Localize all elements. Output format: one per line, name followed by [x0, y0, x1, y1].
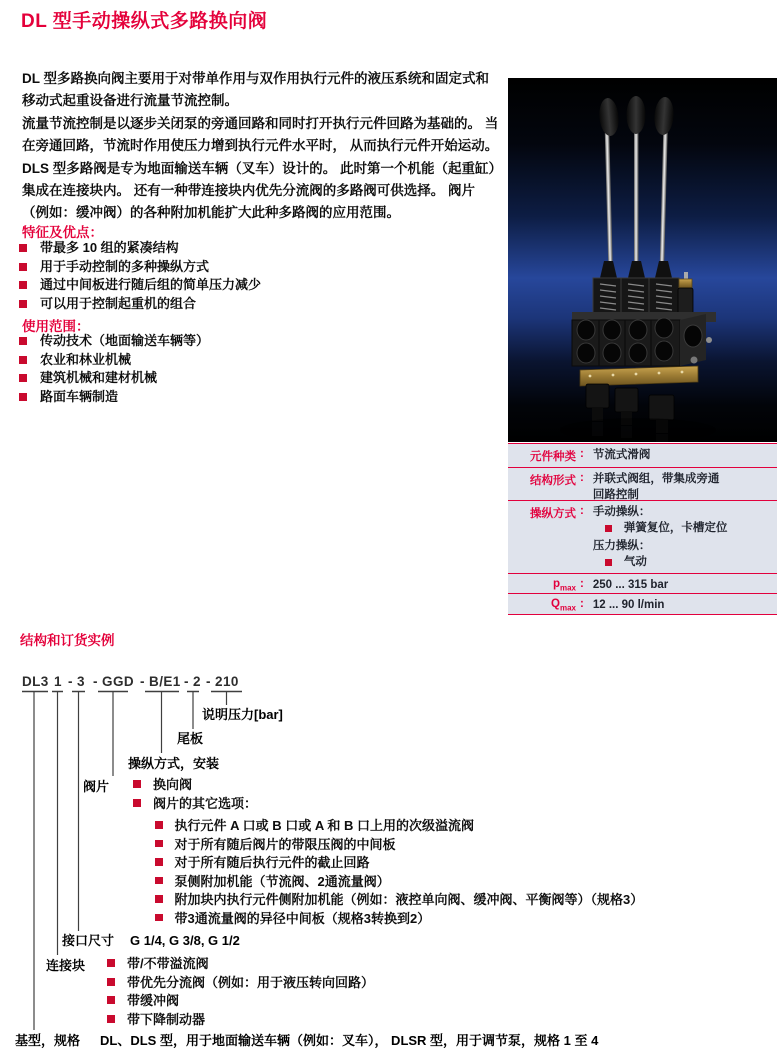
spec-row-component-type: 元件种类 : 节流式滑阀: [508, 444, 777, 468]
connection-block-label: 连接块: [46, 958, 86, 973]
code-segment-block: 1: [54, 674, 62, 689]
bullet-square-icon: [155, 821, 163, 829]
relief-valve: [678, 272, 693, 316]
bullet-square-icon: [133, 799, 141, 807]
list-item: 建筑机械和建材机械: [19, 370, 209, 389]
code-segment-base: DL3: [22, 674, 49, 689]
page-title: DL 型手动操纵式多路换向阀: [21, 11, 268, 32]
bullet-square-icon: [155, 895, 163, 903]
intro-line: DLS 型多路阀是专为地面输送车辆（叉车）设计的。 此时第一个机能（起重缸）: [22, 160, 503, 176]
valve-disc-options: [133, 777, 257, 814]
valve-disc-label: 阀片: [83, 779, 110, 794]
applications-heading: 使用范围：: [22, 319, 90, 334]
bullet-square-icon: [19, 337, 27, 345]
ordering-heading: 结构和订货实例: [20, 633, 115, 648]
product-photo: [508, 78, 777, 442]
intro-line: 在旁通回路，节流时作用使压力增到执行元件水平时， 从而执行元件开始运动。: [22, 138, 499, 154]
tail-plate-label: 尾板: [177, 731, 204, 746]
bullet-square-icon: [107, 996, 115, 1004]
bullet-square-icon: [155, 914, 163, 922]
intro-line: 流量节流控制是以逐步关闭泵的旁通回路和同时打开执行元件回路为基础的。 当: [22, 115, 499, 131]
bullet-square-icon: [19, 374, 27, 382]
intro-line: （例如：缓冲阀）的各种附加机能扩大此种多路阀的应用范围。: [22, 205, 400, 221]
connection-block-options: [107, 956, 374, 1030]
bullet-square-icon: [19, 244, 27, 252]
bullet-square-icon: [107, 959, 115, 967]
base-type-value: DL、DLS 型，用于地面输送车辆（例如：叉车）， DLSR 型，用于调节泵，规格 1 至 4: [100, 1033, 599, 1048]
spec-table: [508, 443, 777, 615]
bullet-square-icon: [133, 780, 141, 788]
applications-list: [19, 333, 209, 407]
bullet-square-icon: [19, 263, 27, 271]
list-item: 带3通流量阀的异径中间板（规格3转换到2）: [155, 911, 643, 930]
features-list: [19, 240, 261, 314]
reflection: [560, 418, 716, 442]
photo-background: [508, 78, 777, 442]
bullet-square-icon: [107, 1015, 115, 1023]
list-item: 带最多 10 组的紧凑结构: [19, 240, 261, 259]
list-item: 可以用于控制起重机的组合: [19, 296, 261, 315]
valve-block: [572, 312, 716, 366]
spec-bullet: 弹簧复位，卡槽定位: [593, 521, 728, 537]
valve-levers: [598, 96, 675, 278]
list-item: 换向阀: [133, 777, 257, 796]
list-item: 路面车辆制造: [19, 389, 209, 408]
spec-row-design: 结构形式 : 并联式阀组，带集成旁通 回路控制: [508, 468, 777, 501]
list-item: 对于所有随后执行元件的截止回路: [155, 855, 643, 874]
code-segment-portsize: - 3: [68, 674, 85, 689]
list-item: 附加块内执行元件侧附加机能（例如：液控单向阀、缓冲阀、平衡阀等）（规格3）: [155, 892, 643, 911]
code-segment-valvedisc: - GGD: [93, 674, 134, 689]
list-item: 带缓冲阀: [107, 993, 374, 1012]
pressure-spec-label: 说明压力[bar]: [202, 707, 283, 722]
list-item: 通过中间板进行随后组的简单压力减少: [19, 277, 261, 296]
valve-disc-sub-options: [155, 818, 643, 930]
list-item: 阀片的其它选项：: [133, 796, 257, 815]
list-item: 带下降制动器: [107, 1012, 374, 1031]
bullet-square-icon: [605, 525, 612, 532]
intro-line: 移动式起重设备进行流量节流控制。: [22, 93, 238, 109]
port-size-value: G 1/4, G 3/8, G 1/2: [130, 933, 240, 948]
list-item: 农业和林业机械: [19, 352, 209, 371]
intro-paragraph: [22, 68, 503, 225]
spec-row-actuation: 操纵方式 : 手动操纵： 弹簧复位，卡槽定位 压力操纵： 气动: [508, 501, 777, 574]
actuation-mount-label: 操纵方式，安装: [128, 756, 220, 771]
spec-row-pmax: $p_{max}$ : 250 ... 315 bar: [508, 574, 777, 594]
bullet-square-icon: [19, 393, 27, 401]
list-item: 执行元件 A 口或 B 口或 A 和 B 口上用的次级溢流阀: [155, 818, 643, 837]
spec-bullet: 气动: [593, 555, 728, 571]
code-segment-actuation: - B/E1: [140, 674, 181, 689]
bullet-square-icon: [155, 877, 163, 885]
port-size-label: 接口尺寸: [62, 933, 115, 948]
intro-line: DL 型多路换向阀主要用于对带单作用与双作用执行元件的液压系统和固定式和: [22, 71, 490, 86]
bullet-square-icon: [107, 978, 115, 986]
list-item: 带优先分流阀（例如：用于液压转向回路）: [107, 975, 374, 994]
list-item: 用于手动控制的多种操纵方式: [19, 259, 261, 278]
bullet-square-icon: [155, 840, 163, 848]
spec-row-qmax: $Q_{max}$ : 12 ... 90 l/min: [551, 597, 665, 612]
base-type-label: 基型，规格: [15, 1033, 81, 1048]
list-item: 传动技术（地面输送车辆等）: [19, 333, 209, 352]
valve-spring-mechanisms: [593, 278, 679, 314]
code-segment-pressure: - 210: [206, 674, 239, 689]
list-item: 对于所有随后阀片的带限压阀的中间板: [155, 837, 643, 856]
intro-line: 集成在连接块内。 还有一种带连接块内优先分流阀的多路阀可供选择。 阀片: [22, 183, 476, 199]
list-item: 带/不带溢流阀: [107, 956, 374, 975]
bullet-square-icon: [155, 858, 163, 866]
bullet-square-icon: [19, 281, 27, 289]
features-heading: 特征及优点：: [22, 225, 103, 240]
bullet-square-icon: [19, 300, 27, 308]
code-segment-tailplate: - 2: [184, 674, 201, 689]
list-item: 泵侧附加机能（节流阀、2通流量阀）: [155, 874, 643, 893]
bullet-square-icon: [19, 356, 27, 364]
bullet-square-icon: [605, 559, 612, 566]
